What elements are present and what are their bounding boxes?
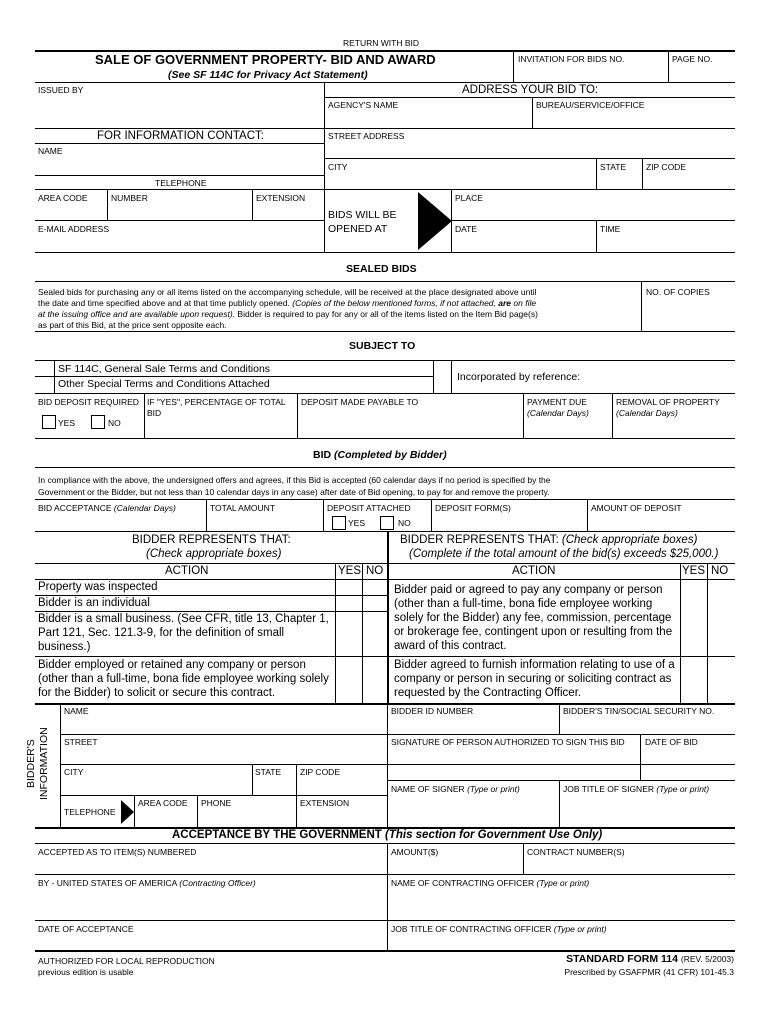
left-item-small-business-3: business.)	[38, 641, 91, 653]
left-item-employed-2: (other than a full-time, bona fide employee working solely	[38, 673, 329, 685]
place-label: PLACE	[455, 193, 483, 203]
furnish-yes-cell[interactable]	[682, 658, 705, 701]
bidder-zip-label: ZIP CODE	[300, 767, 340, 777]
bidder-city-label: CITY	[64, 767, 84, 777]
amount-of-deposit-label: AMOUNT OF DEPOSIT	[591, 503, 682, 513]
bureau-label: BUREAU/SERVICE/OFFICE	[536, 100, 645, 110]
deposit-attached-yes-checkbox[interactable]	[332, 516, 346, 530]
employed-yes-cell[interactable]	[337, 658, 360, 701]
amount-label: AMOUNT($)	[391, 847, 439, 857]
right-item-furnish-3: requested by the Contracting Officer.	[394, 687, 582, 699]
acceptance-heading: ACCEPTANCE BY THE GOVERNMENT (This section for Government Use Only)	[172, 829, 603, 841]
contact-name-label: NAME	[38, 146, 63, 156]
contract-numbers-label: CONTRACT NUMBER(S)	[527, 847, 625, 857]
officer-title-label: JOB TITLE OF CONTRACTING OFFICER (Type or print)	[391, 924, 607, 934]
officer-name-label: NAME OF CONTRACTING OFFICER (Type or print)	[391, 878, 590, 888]
deposit-no-checkbox[interactable]	[91, 415, 105, 429]
sealed-bids-text-2: the date and time specified above and at that time publicly opened. (Copies of the below mentioned forms, if not attached, are on file	[38, 298, 537, 308]
left-item-employed-3: for the Bidder) to solicit or secure this contract.	[38, 687, 276, 699]
bidder-state-label: STATE	[255, 767, 282, 777]
payment-due-label: PAYMENT DUE	[527, 397, 587, 407]
email-label: E-MAIL ADDRESS	[38, 224, 110, 234]
right-item-paid-4: or brokerage fee, contingent upon or resulting from the	[394, 626, 673, 638]
prescribed-by: Prescribed by GSAFPMR (41 CFR) 101-45.3	[564, 967, 734, 977]
bidder-telephone-label: TELEPHONE	[64, 807, 116, 817]
deposit-forms-label: DEPOSIT FORM(S)	[435, 503, 511, 513]
bidder-phone-label: PHONE	[201, 798, 232, 808]
furnish-no-cell[interactable]	[709, 658, 733, 701]
bid-deposit-required-label: BID DEPOSIT REQUIRED	[38, 397, 139, 407]
standard-form-name: STANDARD FORM 114 (REV. 5/2003)	[566, 953, 734, 965]
deposit-attached-no-checkbox[interactable]	[380, 516, 394, 530]
name-of-signer-label: NAME OF SIGNER (Type or print)	[391, 784, 520, 794]
deposit-no-label: NO	[108, 418, 121, 428]
right-item-paid-1: Bidder paid or agreed to pay any company or person	[394, 584, 663, 596]
form-title: SALE OF GOVERNMENT PROPERTY- BID AND AWARD	[95, 52, 436, 67]
represents-right-heading: BIDDER REPRESENTS THAT: (Check appropriate boxes)	[400, 534, 698, 546]
area-code-label: AREA CODE	[38, 193, 88, 203]
bidder-extension-label: EXTENSION	[300, 798, 350, 808]
sealed-bids-text-1: Sealed bids for purchasing any or all items listed on the accompanying schedule, will be received at the place designated above until	[38, 287, 537, 297]
accepted-items-label: ACCEPTED AS TO ITEM(S) NUMBERED	[38, 847, 197, 857]
left-action-header: ACTION	[165, 565, 209, 577]
bidder-name-label: NAME	[64, 706, 89, 716]
total-amount-label: TOTAL AMOUNT	[210, 503, 276, 513]
right-item-paid-2: (other than a full-time, bona fide employee working	[394, 598, 653, 610]
paid-yes-cell[interactable]	[682, 581, 705, 653]
removal-sub: (Calendar Days)	[616, 408, 678, 418]
bids-opened-line1: BIDS WILL BE	[328, 209, 397, 221]
agency-name-label: AGENCY'S NAME	[328, 100, 399, 110]
left-item-small-business-1: Bidder is a small business. (See CFR, title 13, Chapter 1,	[38, 613, 329, 625]
employed-no-cell[interactable]	[364, 658, 385, 701]
percentage-label-2: BID	[147, 408, 162, 418]
compliance-text-2: Government or the Bidder, but not less than 10 calendar days in any case) after date of Bid opening, to pay for and remove the property.	[38, 487, 550, 497]
right-item-furnish-1: Bidder agreed to furnish information relating to use of a	[394, 659, 675, 671]
date-of-acceptance-label: DATE OF ACCEPTANCE	[38, 924, 134, 934]
telephone-label: TELEPHONE	[155, 178, 207, 188]
no-of-copies-label: NO. OF COPIES	[646, 287, 710, 297]
inspected-no-cell[interactable]	[364, 581, 385, 593]
date-label: DATE	[455, 224, 478, 234]
sf114c-terms: SF 114C, General Sale Terms and Conditions	[58, 363, 271, 375]
right-yes-header: YES	[682, 565, 706, 577]
bid-heading: BID (Completed by Bidder)	[313, 449, 447, 461]
bidders-info-vertical-label: BIDDER'S INFORMATION	[25, 727, 50, 800]
deposit-payable-label: DEPOSIT MADE PAYABLE TO	[301, 397, 419, 407]
bidder-tin-label: BIDDER'S TIN/SOCIAL SECURITY NO.	[563, 706, 715, 716]
bids-opened-line2: OPENED AT	[328, 223, 388, 235]
sealed-bids-text-4: as part of this Bid, at the price sent opposite each.	[38, 320, 227, 330]
arrow-right-icon	[418, 192, 452, 250]
authorized-reproduction: AUTHORIZED FOR LOCAL REPRODUCTION	[38, 956, 215, 966]
inspected-yes-cell[interactable]	[337, 581, 360, 593]
deposit-attached-label: DEPOSIT ATTACHED	[327, 503, 411, 513]
form-subtitle: (See SF 114C for Privacy Act Statement)	[168, 69, 368, 81]
info-contact-heading: FOR INFORMATION CONTACT:	[97, 130, 264, 142]
return-with-bid-label: RETURN WITH BID	[343, 38, 420, 48]
right-action-header: ACTION	[512, 565, 556, 577]
left-item-small-business-2: Part 121, Sec. 121.3-9, for the definition of small	[38, 627, 285, 639]
removal-label: REMOVAL OF PROPERTY	[616, 397, 720, 407]
paid-no-cell[interactable]	[709, 581, 733, 653]
individual-yes-cell[interactable]	[337, 597, 360, 609]
number-label: NUMBER	[111, 193, 148, 203]
right-item-paid-3: solely for the Bidder) any fee, commission, percentage	[394, 612, 672, 624]
bid-acceptance-label: BID ACCEPTANCE (Calendar Days)	[38, 503, 176, 513]
extension-label: EXTENSION	[256, 193, 306, 203]
left-yes-header: YES	[338, 565, 362, 577]
right-item-furnish-2: company or person in securing or soliciting contract as	[394, 673, 672, 685]
incorporated-by-reference: Incorporated by reference:	[457, 371, 581, 383]
right-item-paid-5: award of this contract.	[394, 640, 507, 652]
signature-label: SIGNATURE OF PERSON AUTHORIZED TO SIGN THIS BID	[391, 737, 625, 747]
city-label: CITY	[328, 162, 348, 172]
small-business-no-cell[interactable]	[364, 613, 385, 653]
subject-to-heading: SUBJECT TO	[349, 340, 416, 352]
represents-left-heading: BIDDER REPRESENTS THAT:	[132, 534, 291, 546]
right-no-header: NO	[711, 565, 729, 577]
left-item-employed-1: Bidder employed or retained any company or person	[38, 659, 306, 671]
issued-by-label: ISSUED BY	[38, 85, 84, 95]
left-item-inspected: Property was inspected	[38, 581, 158, 593]
deposit-attached-no-label: NO	[398, 518, 411, 528]
sealed-bids-heading: SEALED BIDS	[346, 263, 417, 275]
compliance-text-1: In compliance with the above, the undersigned offers and agrees, if this Bid is accepted (60 calendar days if no period is specified by the	[38, 475, 551, 485]
deposit-attached-yes-label: YES	[348, 518, 366, 528]
bidder-id-label: BIDDER ID NUMBER	[391, 706, 474, 716]
left-item-individual: Bidder is an individual	[38, 597, 150, 609]
small-business-yes-cell[interactable]	[337, 613, 360, 653]
date-of-bid-label: DATE OF BID	[645, 737, 698, 747]
address-bid-heading: ADDRESS YOUR BID TO:	[462, 84, 599, 96]
percentage-label-1: IF "YES", PERCENTAGE OF TOTAL	[147, 397, 286, 407]
page-no-label: PAGE NO.	[672, 54, 713, 64]
invitation-for-bids-field[interactable]	[518, 65, 664, 79]
invitation-for-bids-label: INVITATION FOR BIDS NO.	[518, 54, 625, 64]
deposit-yes-label: YES	[58, 418, 76, 428]
job-title-signer-label: JOB TITLE OF SIGNER (Type or print)	[563, 784, 710, 794]
zip-label: ZIP CODE	[646, 162, 686, 172]
time-label: TIME	[600, 224, 621, 234]
issued-by-field[interactable]	[38, 96, 322, 126]
deposit-yes-checkbox[interactable]	[42, 415, 56, 429]
bidder-area-code-label: AREA CODE	[138, 798, 188, 808]
bidder-street-label: STREET	[64, 737, 98, 747]
left-no-header: NO	[366, 565, 384, 577]
page-no-field[interactable]	[673, 65, 731, 79]
other-special-terms: Other Special Terms and Conditions Attached	[58, 378, 270, 390]
by-usa-label: BY - UNITED STATES OF AMERICA (Contracting Officer)	[38, 878, 256, 888]
sealed-bids-text-3: at the issuing office and are available upon request). Bidder is required to pay for any or all of the items listed on the Item Bid page(s)	[38, 309, 538, 319]
previous-edition: previous edition is usable	[38, 967, 134, 977]
represents-right-sub: (Complete if the total amount of the bid(s) exceeds $25,000.)	[409, 548, 719, 560]
individual-no-cell[interactable]	[364, 597, 385, 609]
represents-left-sub: (Check appropriate boxes)	[146, 548, 282, 560]
street-address-label: STREET ADDRESS	[328, 131, 405, 141]
payment-due-sub: (Calendar Days)	[527, 408, 589, 418]
arrow-right-small-icon	[121, 800, 134, 824]
state-label: STATE	[600, 162, 627, 172]
